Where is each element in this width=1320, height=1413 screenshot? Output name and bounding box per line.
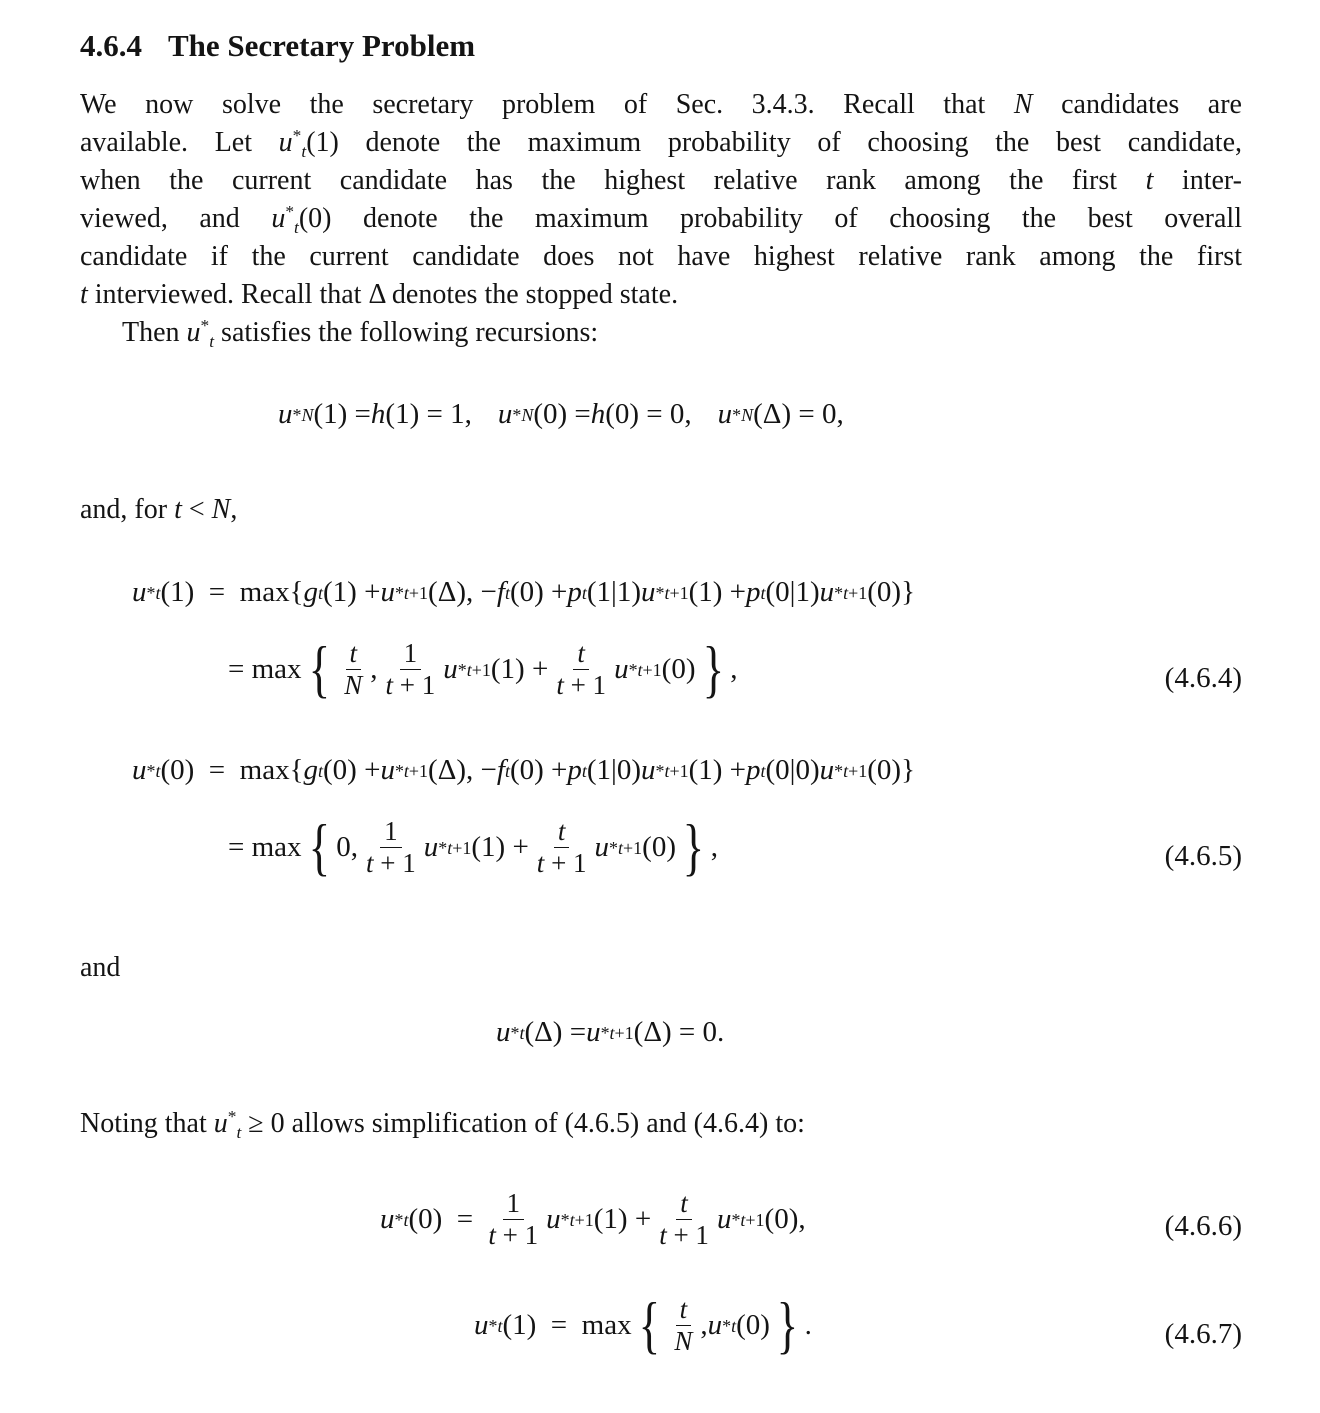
equation-number-4-6-5: (4.6.5) bbox=[1164, 840, 1242, 872]
intro-line-5: candidate if the current candidate does not have highest relative rank among the first bbox=[80, 241, 1242, 272]
simplified-u1-equation: u * t (1) = max { $\frac{t}{N}$ , u * t (0) } . bbox=[474, 1289, 812, 1361]
intro-line-4: viewed, and $u^*_t(0)$ denote the maximum probability of choosing the best overall bbox=[80, 202, 1242, 238]
stopped-state-equation: u * t (Δ) = u * t+1 (Δ) = 0. bbox=[496, 1016, 725, 1048]
section-number: 4.6.4 bbox=[80, 28, 142, 63]
u1-recursion-line-2: = max { $\frac{t}{N}$ , $\frac{1}{t + 1}$ u * t+1 (1) + $\frac{t}{t + 1}$ u * t+1 (0) } , bbox=[228, 633, 738, 705]
intro-line-6: t interviewed. Recall that Δ denotes the stopped state. bbox=[80, 279, 679, 310]
u1-recursion-line-1: u * t (1) = max{ g t (1) + u * t+1 (Δ), − f t (0) + p t (1|1) u * t+1 (1) + p t (0|1) u * t+1 (0)} bbox=[132, 576, 915, 608]
equation-number-4-6-6: (4.6.6) bbox=[1164, 1210, 1242, 1242]
terminal-conditions-equation: u * N (1) = h (1) = 1, u * N (0) = h (0) = 0, u * N (Δ) = 0, bbox=[278, 398, 844, 430]
equation-number-4-6-7: (4.6.7) bbox=[1164, 1318, 1242, 1350]
equation-number-4-6-4: (4.6.4) bbox=[1164, 662, 1242, 694]
and-for-text: and, for t < N, bbox=[80, 494, 238, 525]
intro-paragraph bbox=[80, 86, 1242, 352]
noting-text: Noting that $u^*_t \ge 0$ allows simplification of (4.6.5) and (4.6.4) to: bbox=[80, 1107, 805, 1143]
intro-line-1: We now solve the secretary problem of Sec. 3.4.3. Recall that N candidates are bbox=[80, 89, 1242, 120]
recursion-intro: Then $u^*_t$ satisfies the following recursions: bbox=[122, 316, 599, 352]
intro-line-2: available. Let $u^*_t(1)$ denote the maximum probability of choosing the best candidate, bbox=[80, 126, 1242, 162]
section-heading bbox=[80, 28, 475, 64]
section-title: The Secretary Problem bbox=[168, 28, 476, 63]
u0-recursion-line-1: u * t (0) = max{ g t (0) + u * t+1 (Δ), − f t (0) + p t (1|0) u * t+1 (1) + p t (0|0) u * t+1 (0)} bbox=[132, 754, 915, 786]
u0-recursion-line-2: = max { 0, $\frac{1}{t + 1}$ u * t+1 (1) + $\frac{t}{t + 1}$ u * t+1 (0) } , bbox=[228, 811, 718, 883]
simplified-u0-equation: u * t (0) = $\frac{1}{t + 1}$ u * t+1 (1) + $\frac{t}{t + 1}$ u * t+1 (0), bbox=[380, 1188, 806, 1250]
intro-line-3: when the current candidate has the highest relative rank among the first t inter- bbox=[80, 165, 1242, 196]
and-text: and bbox=[80, 952, 121, 983]
